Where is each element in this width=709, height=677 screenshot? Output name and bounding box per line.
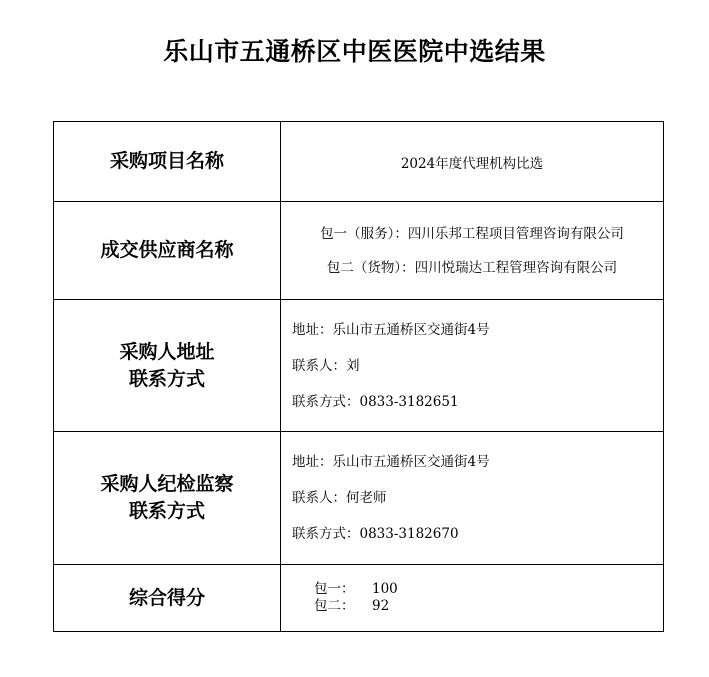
score-package-2: 包二： bbox=[314, 598, 355, 614]
project-name-label: 采购项目名称 bbox=[54, 122, 281, 202]
row-supplier bbox=[54, 202, 664, 300]
score-label: 综合得分 bbox=[54, 565, 281, 632]
page-title: 乐山市五通桥区中医医院中选结果 bbox=[163, 37, 546, 66]
purchaser-contact-label-line-2: 联系方式 bbox=[128, 367, 205, 390]
row-score bbox=[54, 565, 664, 632]
score-item-1 bbox=[314, 581, 663, 598]
supplier-value bbox=[281, 202, 664, 300]
supervision-contact-label-line-1: 采购人纪检监察 bbox=[100, 473, 234, 495]
supplier-package-2: 包二（货物）：四川悦瑞达工程管理咨询有限公司 bbox=[326, 259, 618, 276]
score-number-2: 92 bbox=[372, 598, 390, 614]
supervision-phone: 联系方式：0833-3182670 bbox=[292, 526, 459, 542]
supervision-contact-label-line-2: 联系方式 bbox=[128, 500, 205, 522]
supervision-address: 地址：乐山市五通桥区交通街4号 bbox=[292, 454, 490, 470]
supplier-label: 成交供应商名称 bbox=[54, 202, 281, 300]
row-project bbox=[54, 122, 664, 202]
purchaser-address: 地址：乐山市五通桥区交通街4号 bbox=[292, 321, 490, 338]
score-value bbox=[281, 565, 664, 632]
purchaser-phone: 联系方式：0833-3182651 bbox=[292, 393, 459, 410]
row-supervision-contact bbox=[54, 432, 664, 565]
supervision-contact-person: 联系人：何老师 bbox=[292, 490, 387, 506]
score-number-1: 100 bbox=[372, 581, 398, 597]
project-name-value: 2024年度代理机构比选 bbox=[281, 122, 664, 202]
score-item-2 bbox=[314, 598, 663, 615]
row-purchaser-contact bbox=[54, 300, 664, 432]
purchaser-contact-label-line-1: 采购人地址 bbox=[119, 340, 215, 363]
score-package-1: 包一： bbox=[314, 581, 355, 597]
result-table bbox=[53, 121, 664, 632]
purchaser-contact-label bbox=[54, 300, 281, 432]
purchaser-contact-value bbox=[281, 300, 664, 432]
supervision-contact-value bbox=[281, 432, 664, 565]
supervision-contact-label bbox=[54, 432, 281, 565]
supplier-package-1: 包一（服务）：四川乐邦工程项目管理咨询有限公司 bbox=[320, 225, 624, 242]
purchaser-contact-person: 联系人：刘 bbox=[292, 357, 360, 374]
